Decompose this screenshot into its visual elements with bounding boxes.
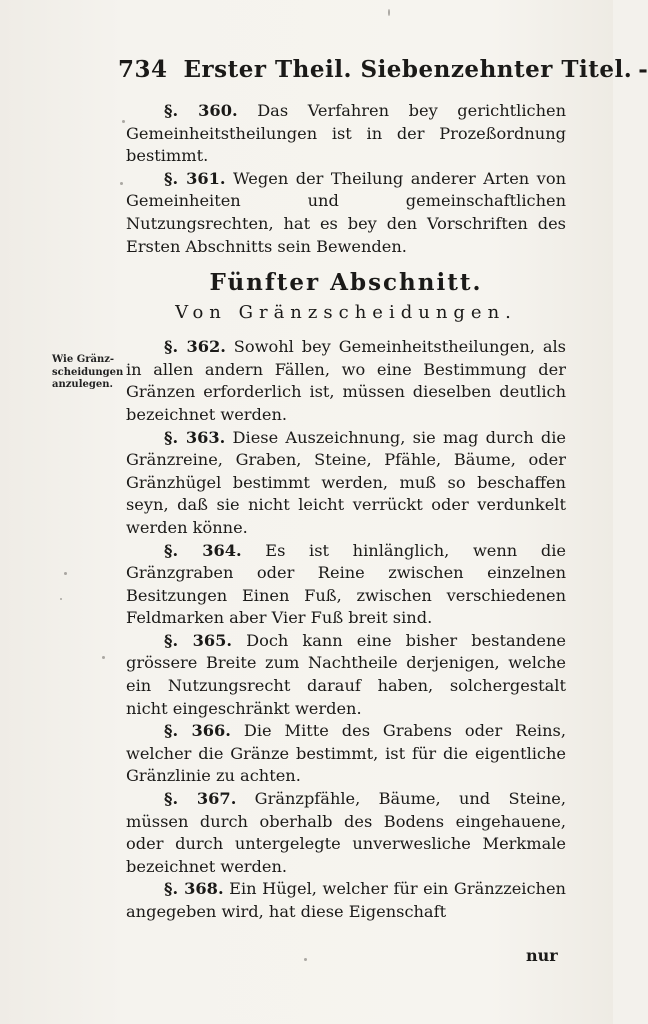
paragraph-text: Es ist hinlänglich, wenn die Gränzgraben oder Reine zwischen einzelnen Besitzungen Einen Fuß, zwischen verschiedenen Feldmarken aber Vier Fuß breit sind. <box>126 540 566 628</box>
paragraph-text: Diese Auszeichnung, sie mag durch die Gränzreine, Graben, Steine, Pfähle, Bäume, oder Gränzhügel bestimmt werden, muß so beschaffen seyn, daß sie nicht leicht verrückt oder verdunkelt werden könne. <box>126 427 566 537</box>
margin-note-line: scheidungen <box>52 366 124 378</box>
section-number: §. 367. <box>164 789 237 809</box>
paragraph-text: Wegen der Theilung anderer Arten von Gemeinheiten und gemeinschaftlichen Nutzungsrechten, hat es bey den Vorschriften des Ersten Abschnitts sein Bewenden. <box>126 168 566 256</box>
paragraph-362 <box>126 336 566 426</box>
section-number: §. 360. <box>164 101 238 120</box>
paragraph-text: Die Mitte des Grabens oder Reins, welcher die Gränze bestimmt, ist für die eigentliche Gränzlinie zu achten. <box>126 721 566 786</box>
paragraph-text: Das Verfahren bey gerichtlichen Gemeinheitstheilungen ist in der Prozeßordnung bestimmt. <box>126 101 567 166</box>
section-number: §. 368. <box>164 879 224 899</box>
paragraph-368 <box>126 878 566 923</box>
section-number: §. 365. <box>164 630 233 650</box>
paragraph-365 <box>126 630 566 720</box>
paragraph-text: Sowohl bey Gemeinheitstheilungen, als in allen andern Fällen, wo eine Bestimmung der Gränzen erforderlich ist, müssen dieselben deutlich bezeichnet werden. <box>126 337 566 424</box>
paper-speck <box>120 182 123 185</box>
header-trail: - <box>638 56 648 83</box>
margin-note-line: anzulegen. <box>52 379 113 390</box>
paper-speck <box>122 120 125 123</box>
paragraph-text: Ein Hügel, welcher für ein Gränzzeichen angegeben wird, hat diese Eigenschaft <box>126 879 566 921</box>
paragraph-363 <box>126 427 566 540</box>
paragraph-367 <box>126 788 566 878</box>
section-subheading: Von Gränzscheidungen. <box>175 302 517 324</box>
running-title: Erster Theil. Siebenzehnter Titel. <box>183 56 633 83</box>
section-number: §. 366. <box>164 721 231 741</box>
page-number: 734 <box>118 56 168 83</box>
paragraph-text: Gränzpfähle, Bäume, und Steine, müssen durch oberhalb des Bodens eingehauene, oder durch untergelegte unverwesliche Merkmale bezeichnet werden. <box>126 789 566 876</box>
paragraph-text: Doch kann eine bisher bestandene grössere Breite zum Nachtheile derjenigen, welche ein Nutzungsrecht darauf haben, solchergestalt nicht eingeschränkt werden. <box>126 630 566 718</box>
paragraph-360 <box>126 100 566 168</box>
paragraph-366 <box>126 720 566 788</box>
paper-speck <box>102 656 105 659</box>
catchword: nur <box>526 946 558 965</box>
running-header <box>118 56 648 90</box>
paragraph-364 <box>126 540 566 630</box>
section-number: §. 364. <box>164 540 242 560</box>
paper-speck <box>64 572 67 575</box>
section-heading: Fünfter Abschnitt. <box>209 269 483 297</box>
section-number: §. 361. <box>164 168 226 188</box>
paper-speck <box>388 9 390 16</box>
section-number: §. 363. <box>164 427 226 447</box>
section-number: §. 362. <box>164 337 226 357</box>
margin-note-line: Wie Gränz- <box>52 354 115 365</box>
page-body <box>126 100 566 924</box>
paper-speck <box>60 598 62 600</box>
paragraph-361 <box>126 168 566 258</box>
margin-note <box>52 354 124 392</box>
paper-speck <box>304 958 307 961</box>
